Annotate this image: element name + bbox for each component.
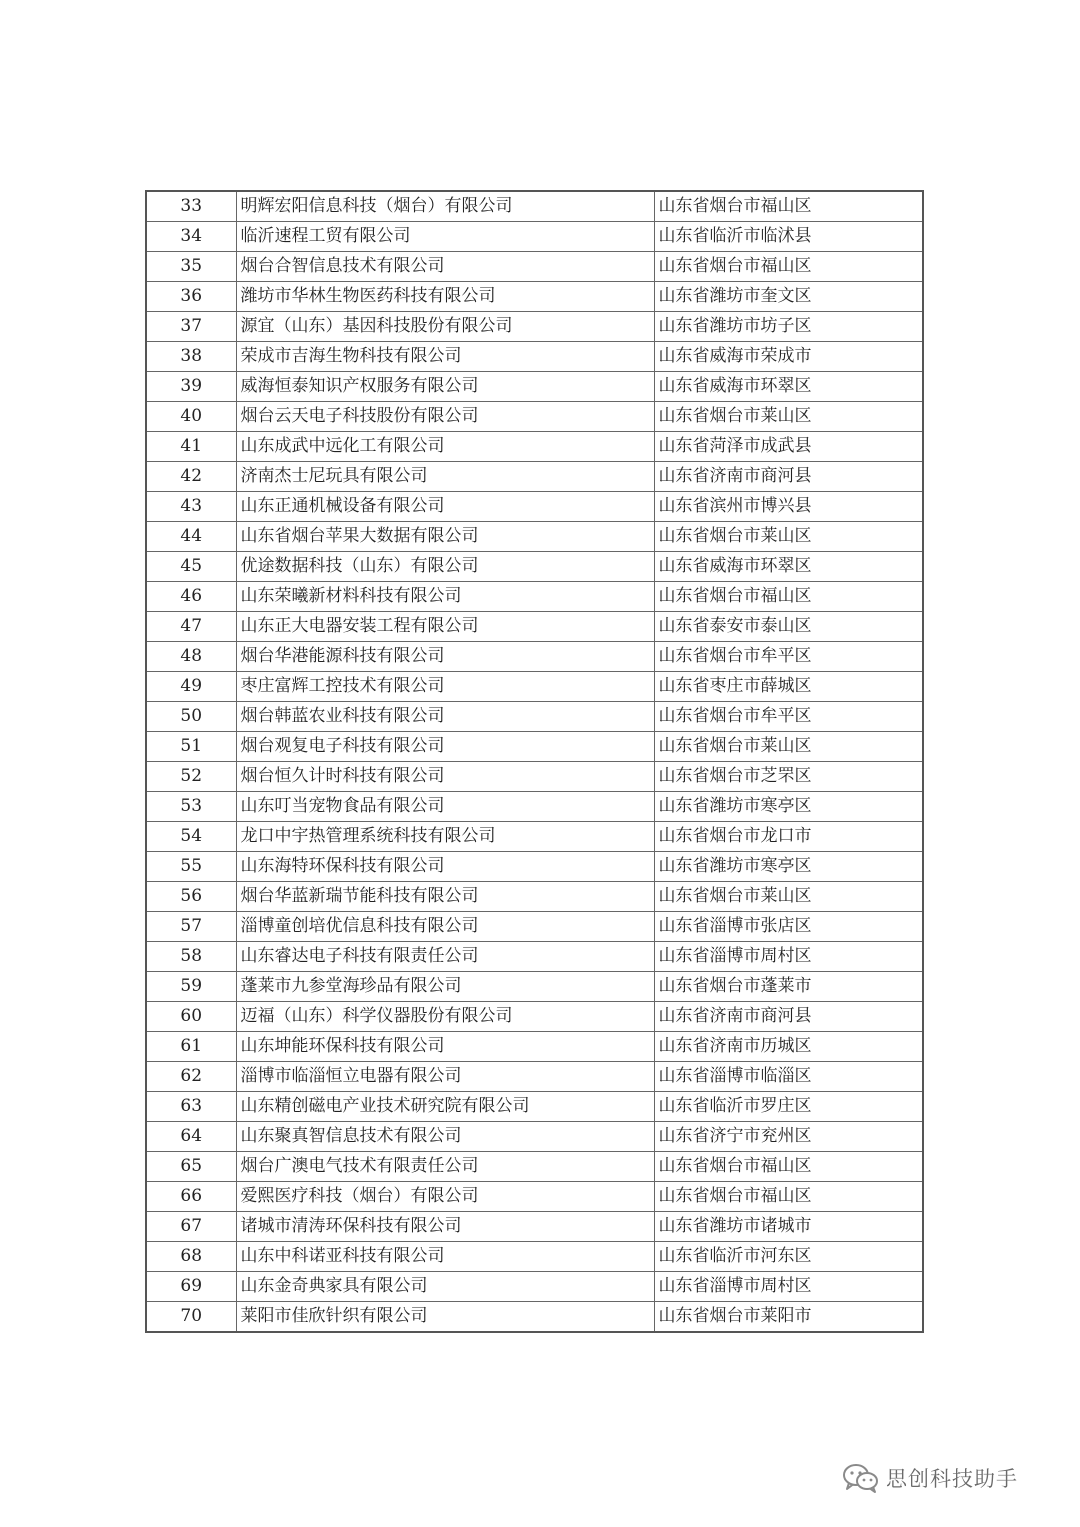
company-name: 山东睿达电子科技有限责任公司 <box>236 942 654 972</box>
row-number: 45 <box>146 552 236 582</box>
company-name: 烟台合智信息技术有限公司 <box>236 252 654 282</box>
company-name: 山东荣曦新材料科技有限公司 <box>236 582 654 612</box>
company-location: 山东省烟台市牟平区 <box>654 702 923 732</box>
company-location: 山东省临沂市河东区 <box>654 1242 923 1272</box>
table-row <box>146 942 923 972</box>
company-location: 山东省泰安市泰山区 <box>654 612 923 642</box>
company-location: 山东省烟台市芝罘区 <box>654 762 923 792</box>
company-location: 山东省烟台市福山区 <box>654 1152 923 1182</box>
row-number: 35 <box>146 252 236 282</box>
row-number: 42 <box>146 462 236 492</box>
table-row <box>146 372 923 402</box>
company-name: 山东金奇典家具有限公司 <box>236 1272 654 1302</box>
company-location: 山东省烟台市莱山区 <box>654 522 923 552</box>
table-row <box>146 732 923 762</box>
company-name: 烟台华蓝新瑞节能科技有限公司 <box>236 882 654 912</box>
table-row <box>146 312 923 342</box>
company-location: 山东省烟台市蓬莱市 <box>654 972 923 1002</box>
company-name: 山东成武中远化工有限公司 <box>236 432 654 462</box>
company-name: 烟台观复电子科技有限公司 <box>236 732 654 762</box>
company-location: 山东省济南市历城区 <box>654 1032 923 1062</box>
table-row <box>146 1212 923 1242</box>
company-location: 山东省潍坊市寒亭区 <box>654 852 923 882</box>
row-number: 69 <box>146 1272 236 1302</box>
company-name: 山东叮当宠物食品有限公司 <box>236 792 654 822</box>
table-row <box>146 612 923 642</box>
row-number: 44 <box>146 522 236 552</box>
table-row <box>146 1092 923 1122</box>
company-name: 山东中科诺亚科技有限公司 <box>236 1242 654 1272</box>
row-number: 66 <box>146 1182 236 1212</box>
row-number: 65 <box>146 1152 236 1182</box>
table-row <box>146 792 923 822</box>
company-location: 山东省潍坊市诸城市 <box>654 1212 923 1242</box>
company-location: 山东省烟台市莱山区 <box>654 882 923 912</box>
row-number: 52 <box>146 762 236 792</box>
row-number: 67 <box>146 1212 236 1242</box>
company-location: 山东省烟台市莱山区 <box>654 732 923 762</box>
table-row <box>146 1062 923 1092</box>
company-location: 山东省烟台市龙口市 <box>654 822 923 852</box>
watermark-text: 思创科技助手 <box>886 1467 1018 1491</box>
table-row <box>146 912 923 942</box>
table-row <box>146 1122 923 1152</box>
row-number: 57 <box>146 912 236 942</box>
company-location: 山东省烟台市牟平区 <box>654 642 923 672</box>
company-name: 山东正通机械设备有限公司 <box>236 492 654 522</box>
company-location: 山东省枣庄市薛城区 <box>654 672 923 702</box>
row-number: 61 <box>146 1032 236 1062</box>
company-name: 爱熙医疗科技（烟台）有限公司 <box>236 1182 654 1212</box>
table-row <box>146 342 923 372</box>
table-row <box>146 852 923 882</box>
company-location: 山东省济南市商河县 <box>654 462 923 492</box>
company-name: 迈福（山东）科学仪器股份有限公司 <box>236 1002 654 1032</box>
row-number: 63 <box>146 1092 236 1122</box>
table-row <box>146 492 923 522</box>
table-row <box>146 1272 923 1302</box>
company-location: 山东省临沂市罗庄区 <box>654 1092 923 1122</box>
table-row <box>146 762 923 792</box>
row-number: 49 <box>146 672 236 702</box>
row-number: 47 <box>146 612 236 642</box>
company-location: 山东省威海市环翠区 <box>654 372 923 402</box>
company-name: 烟台恒久计时科技有限公司 <box>236 762 654 792</box>
company-name: 山东精创磁电产业技术研究院有限公司 <box>236 1092 654 1122</box>
row-number: 33 <box>146 191 236 222</box>
company-name: 山东海特环保科技有限公司 <box>236 852 654 882</box>
company-name: 淄博市临淄恒立电器有限公司 <box>236 1062 654 1092</box>
company-name: 烟台韩蓝农业科技有限公司 <box>236 702 654 732</box>
table-row <box>146 522 923 552</box>
company-location: 山东省淄博市临淄区 <box>654 1062 923 1092</box>
row-number: 56 <box>146 882 236 912</box>
row-number: 54 <box>146 822 236 852</box>
row-number: 43 <box>146 492 236 522</box>
table-row <box>146 1302 923 1333</box>
table-row <box>146 642 923 672</box>
table-row <box>146 822 923 852</box>
company-name: 威海恒泰知识产权服务有限公司 <box>236 372 654 402</box>
table-row <box>146 702 923 732</box>
row-number: 53 <box>146 792 236 822</box>
company-location: 山东省烟台市福山区 <box>654 191 923 222</box>
row-number: 64 <box>146 1122 236 1152</box>
company-name: 源宜（山东）基因科技股份有限公司 <box>236 312 654 342</box>
company-location: 山东省淄博市周村区 <box>654 1272 923 1302</box>
table-row <box>146 1032 923 1062</box>
company-name: 莱阳市佳欣针织有限公司 <box>236 1302 654 1333</box>
company-name: 济南杰士尼玩具有限公司 <box>236 462 654 492</box>
company-name: 山东正大电器安装工程有限公司 <box>236 612 654 642</box>
company-name: 临沂速程工贸有限公司 <box>236 222 654 252</box>
company-name: 山东坤能环保科技有限公司 <box>236 1032 654 1062</box>
table-row <box>146 432 923 462</box>
company-location: 山东省威海市环翠区 <box>654 552 923 582</box>
company-location: 山东省潍坊市寒亭区 <box>654 792 923 822</box>
company-location: 山东省淄博市周村区 <box>654 942 923 972</box>
company-location: 山东省威海市荣成市 <box>654 342 923 372</box>
table-row <box>146 402 923 432</box>
company-location: 山东省潍坊市坊子区 <box>654 312 923 342</box>
row-number: 37 <box>146 312 236 342</box>
watermark <box>842 1458 1062 1498</box>
company-name: 蓬莱市九参堂海珍品有限公司 <box>236 972 654 1002</box>
row-number: 50 <box>146 702 236 732</box>
company-location: 山东省烟台市福山区 <box>654 1182 923 1212</box>
table-row <box>146 882 923 912</box>
company-name: 山东省烟台苹果大数据有限公司 <box>236 522 654 552</box>
company-name: 枣庄富辉工控技术有限公司 <box>236 672 654 702</box>
company-name: 明辉宏阳信息科技（烟台）有限公司 <box>236 191 654 222</box>
wechat-icon <box>842 1462 880 1494</box>
company-name: 淄博童创培优信息科技有限公司 <box>236 912 654 942</box>
table-row <box>146 1152 923 1182</box>
row-number: 59 <box>146 972 236 1002</box>
table-row <box>146 672 923 702</box>
table-row <box>146 972 923 1002</box>
company-list-table <box>145 190 924 1333</box>
company-name: 荣成市吉海生物科技有限公司 <box>236 342 654 372</box>
company-name: 优途数据科技（山东）有限公司 <box>236 552 654 582</box>
company-location: 山东省临沂市临沭县 <box>654 222 923 252</box>
company-location: 山东省烟台市福山区 <box>654 582 923 612</box>
row-number: 70 <box>146 1302 236 1333</box>
row-number: 40 <box>146 402 236 432</box>
table-row <box>146 252 923 282</box>
company-location: 山东省滨州市博兴县 <box>654 492 923 522</box>
company-name: 龙口中宇热管理系统科技有限公司 <box>236 822 654 852</box>
company-location: 山东省烟台市莱阳市 <box>654 1302 923 1333</box>
row-number: 60 <box>146 1002 236 1032</box>
row-number: 68 <box>146 1242 236 1272</box>
company-location: 山东省潍坊市奎文区 <box>654 282 923 312</box>
company-location: 山东省济南市商河县 <box>654 1002 923 1032</box>
company-name: 诸城市清涛环保科技有限公司 <box>236 1212 654 1242</box>
company-name: 潍坊市华林生物医药科技有限公司 <box>236 282 654 312</box>
company-name: 烟台云天电子科技股份有限公司 <box>236 402 654 432</box>
row-number: 34 <box>146 222 236 252</box>
company-location: 山东省烟台市福山区 <box>654 252 923 282</box>
company-location: 山东省济宁市兖州区 <box>654 1122 923 1152</box>
table-row <box>146 1182 923 1212</box>
table-body <box>146 191 923 1332</box>
company-location: 山东省菏泽市成武县 <box>654 432 923 462</box>
table-row <box>146 191 923 222</box>
row-number: 51 <box>146 732 236 762</box>
row-number: 58 <box>146 942 236 972</box>
table-row <box>146 1242 923 1272</box>
table-row <box>146 282 923 312</box>
row-number: 38 <box>146 342 236 372</box>
company-name: 烟台广澳电气技术有限责任公司 <box>236 1152 654 1182</box>
table-row <box>146 462 923 492</box>
table-row <box>146 222 923 252</box>
row-number: 36 <box>146 282 236 312</box>
row-number: 39 <box>146 372 236 402</box>
company-location: 山东省烟台市莱山区 <box>654 402 923 432</box>
row-number: 48 <box>146 642 236 672</box>
row-number: 41 <box>146 432 236 462</box>
table-row <box>146 1002 923 1032</box>
row-number: 46 <box>146 582 236 612</box>
company-name: 山东聚真智信息技术有限公司 <box>236 1122 654 1152</box>
table-row <box>146 552 923 582</box>
company-location: 山东省淄博市张店区 <box>654 912 923 942</box>
row-number: 62 <box>146 1062 236 1092</box>
table-row <box>146 582 923 612</box>
row-number: 55 <box>146 852 236 882</box>
company-name: 烟台华港能源科技有限公司 <box>236 642 654 672</box>
